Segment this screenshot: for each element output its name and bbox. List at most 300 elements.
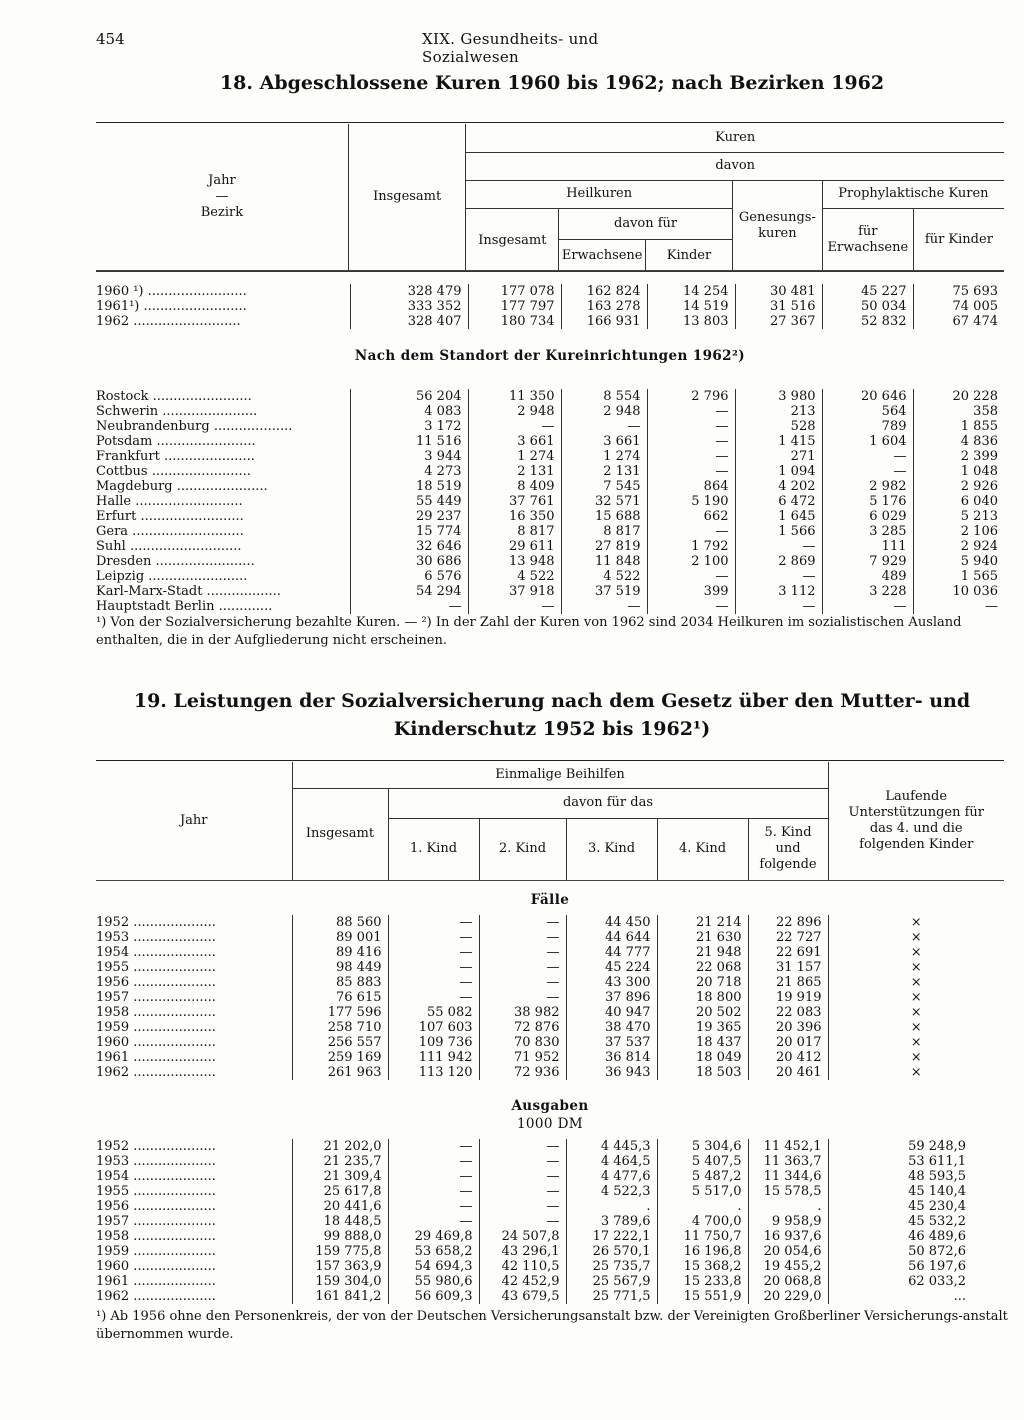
cell-value: —: [735, 539, 822, 554]
cell-value: 98 449: [292, 960, 388, 975]
cell-value: 52 832: [822, 314, 913, 329]
table-row: [96, 449, 1004, 464]
cell-value: 37 918: [468, 584, 561, 599]
table-row: [96, 960, 1004, 975]
cell-value: 20 646: [822, 389, 913, 404]
cell-value: 166 931: [561, 314, 647, 329]
table18-years: [96, 284, 1004, 329]
row-label: 1958 ....................: [96, 1229, 216, 1244]
table-row: [96, 1199, 1004, 1214]
cell-value: 30 686: [350, 554, 468, 569]
table18-header-heilkuren: Heilkuren: [466, 180, 732, 208]
cell-value: 59 248,9: [828, 1139, 1004, 1154]
cell-value: 113 120: [388, 1065, 479, 1080]
cell-value: ×: [828, 1035, 1004, 1050]
cell-value: 11 452,1: [748, 1139, 828, 1154]
table18-header-davon-fuer: davon für: [559, 209, 732, 240]
table-row: [96, 1020, 1004, 1035]
cell-value: 74 005: [913, 299, 1004, 314]
cell-value: 1 645: [735, 509, 822, 524]
table19-ausgaben-unit: 1000 DM: [516, 1116, 584, 1132]
cell-value: 48 593,5: [828, 1169, 1004, 1184]
table-row: [96, 539, 1004, 554]
table18-header-jahr-bezirk: Jahr — Bezirk: [96, 124, 348, 271]
cell-value: 6 029: [822, 509, 913, 524]
cell-value: 111 942: [388, 1050, 479, 1065]
cell-value: 20 718: [657, 975, 748, 990]
table-row: [96, 554, 1004, 569]
cell-value: 45 140,4: [828, 1184, 1004, 1199]
row-label: 1961 ....................: [96, 1050, 216, 1065]
cell-value: 157 363,9: [292, 1259, 388, 1274]
cell-value: 13 948: [468, 554, 561, 569]
cell-value: 4 464,5: [566, 1154, 657, 1169]
cell-value: 3 980: [735, 389, 822, 404]
cell-value: 67 474: [913, 314, 1004, 329]
table-row: [96, 975, 1004, 990]
table18-header-heil-insgesamt: Insgesamt: [466, 208, 559, 271]
row-label: 1954 ....................: [96, 945, 216, 960]
row-label: Gera ...........................: [96, 524, 244, 539]
cell-value: 11 344,6: [748, 1169, 828, 1184]
table19-ausgaben-title: Ausgaben: [511, 1098, 589, 1114]
cell-value: ×: [828, 960, 1004, 975]
cell-value: 358: [913, 404, 1004, 419]
row-label: 1960 ....................: [96, 1035, 216, 1050]
cell-value: 89 001: [292, 930, 388, 945]
cell-value: —: [561, 419, 647, 434]
cell-value: 85 883: [292, 975, 388, 990]
cell-value: 43 296,1: [479, 1244, 566, 1259]
row-label: 1959 ....................: [96, 1244, 216, 1259]
cell-value: 25 771,5: [566, 1289, 657, 1304]
cell-value: 27 367: [735, 314, 822, 329]
cell-value: 180 734: [468, 314, 561, 329]
cell-value: 44 777: [566, 945, 657, 960]
table-row: [96, 299, 1004, 314]
cell-value: 213: [735, 404, 822, 419]
table19-header-einmalige: Einmalige Beihilfen: [292, 762, 828, 788]
cell-value: 55 980,6: [388, 1274, 479, 1289]
cell-value: 14 519: [647, 299, 735, 314]
row-label: Erfurt .........................: [96, 509, 244, 524]
cell-value: 258 710: [292, 1020, 388, 1035]
row-label: 1960 ¹) ........................: [96, 284, 247, 299]
cell-value: 16 350: [468, 509, 561, 524]
cell-value: 45 230,4: [828, 1199, 1004, 1214]
table18-footnote: ¹) Von der Sozialversicherung bezahlte Kuren. — ²) In der Zahl der Kuren von 1962 sind 2034 Heilkuren im sozialistischen Ausland enthalten, die in der Aufgliederung nicht erscheinen.: [96, 615, 962, 648]
cell-value: 2 796: [647, 389, 735, 404]
cell-value: 2 926: [913, 479, 1004, 494]
cell-value: 2 982: [822, 479, 913, 494]
cell-value: 32 646: [350, 539, 468, 554]
row-label: 1953 ....................: [96, 1154, 216, 1169]
cell-value: 177 596: [292, 1005, 388, 1020]
cell-value: —: [479, 975, 566, 990]
table-row: [96, 494, 1004, 509]
cell-value: 399: [647, 584, 735, 599]
cell-value: 162 824: [561, 284, 647, 299]
cell-value: ×: [828, 975, 1004, 990]
cell-value: 18 800: [657, 990, 748, 1005]
cell-value: 3 112: [735, 584, 822, 599]
cell-value: 15 688: [561, 509, 647, 524]
table-row: [96, 990, 1004, 1005]
row-label: 1956 ....................: [96, 1199, 216, 1214]
cell-value: 55 449: [350, 494, 468, 509]
cell-value: 177 078: [468, 284, 561, 299]
cell-value: 3 228: [822, 584, 913, 599]
cell-value: 5 304,6: [657, 1139, 748, 1154]
cell-value: ×: [828, 945, 1004, 960]
row-label: 1962 ..........................: [96, 314, 241, 329]
cell-value: 45 532,2: [828, 1214, 1004, 1229]
row-label: Magdeburg ......................: [96, 479, 268, 494]
row-label: 1953 ....................: [96, 930, 216, 945]
table18-districts: [96, 389, 1004, 614]
cell-value: 261 963: [292, 1065, 388, 1080]
cell-value: 15 233,8: [657, 1274, 748, 1289]
cell-value: 7 545: [561, 479, 647, 494]
cell-value: 21 865: [748, 975, 828, 990]
table-row: [96, 1139, 1004, 1154]
cell-value: 4 700,0: [657, 1214, 748, 1229]
cell-value: 56 204: [350, 389, 468, 404]
cell-value: —: [735, 599, 822, 614]
table18-header-genesungskuren: Genesungs-kuren: [732, 180, 822, 271]
cell-value: 36 814: [566, 1050, 657, 1065]
cell-value: 25 617,8: [292, 1184, 388, 1199]
cell-value: 8 554: [561, 389, 647, 404]
cell-value: 72 936: [479, 1065, 566, 1080]
cell-value: 22 068: [657, 960, 748, 975]
cell-value: 9 958,9: [748, 1214, 828, 1229]
table-row: [96, 1005, 1004, 1020]
cell-value: —: [647, 524, 735, 539]
cell-value: 6 040: [913, 494, 1004, 509]
row-label: 1962 ....................: [96, 1065, 216, 1080]
cell-value: —: [647, 404, 735, 419]
cell-value: 1 415: [735, 434, 822, 449]
cell-value: —: [388, 1184, 479, 1199]
cell-value: —: [913, 599, 1004, 614]
cell-value: 16 196,8: [657, 1244, 748, 1259]
cell-value: 50 034: [822, 299, 913, 314]
cell-value: 5 213: [913, 509, 1004, 524]
cell-value: 37 761: [468, 494, 561, 509]
cell-value: 43 679,5: [479, 1289, 566, 1304]
cell-value: 44 450: [566, 915, 657, 930]
cell-value: —: [479, 1154, 566, 1169]
table-row: [96, 434, 1004, 449]
cell-value: 1 048: [913, 464, 1004, 479]
cell-value: —: [388, 990, 479, 1005]
cell-value: 29 469,8: [388, 1229, 479, 1244]
table-row: [96, 479, 1004, 494]
cell-value: 89 416: [292, 945, 388, 960]
row-label: 1962 ....................: [96, 1289, 216, 1304]
cell-value: 2 869: [735, 554, 822, 569]
cell-value: —: [479, 945, 566, 960]
cell-value: 5 517,0: [657, 1184, 748, 1199]
cell-value: 15 551,9: [657, 1289, 748, 1304]
cell-value: 328 407: [350, 314, 468, 329]
table18-header-insgesamt: Insgesamt: [348, 124, 466, 271]
cell-value: 45 224: [566, 960, 657, 975]
cell-value: 20 502: [657, 1005, 748, 1020]
row-label: 1961 ....................: [96, 1274, 216, 1289]
cell-value: 7 929: [822, 554, 913, 569]
cell-value: 2 948: [561, 404, 647, 419]
cell-value: 53 658,2: [388, 1244, 479, 1259]
cell-value: 53 611,1: [828, 1154, 1004, 1169]
table18-header-kinder: Kinder: [666, 247, 712, 263]
cell-value: 1 604: [822, 434, 913, 449]
cell-value: —: [479, 930, 566, 945]
cell-value: 20 461: [748, 1065, 828, 1080]
row-label: 1955 ....................: [96, 1184, 216, 1199]
cell-value: 271: [735, 449, 822, 464]
cell-value: —: [468, 419, 561, 434]
cell-value: 11 363,7: [748, 1154, 828, 1169]
cell-value: 10 036: [913, 584, 1004, 599]
table-row: [96, 314, 1004, 329]
row-label: Cottbus ........................: [96, 464, 251, 479]
row-label: Halle ..........................: [96, 494, 243, 509]
cell-value: 20 054,6: [748, 1244, 828, 1259]
cell-value: 18 519: [350, 479, 468, 494]
cell-value: 75 693: [913, 284, 1004, 299]
cell-value: —: [647, 599, 735, 614]
cell-value: 56 197,6: [828, 1259, 1004, 1274]
table19-header-kind4: 4. Kind: [657, 818, 748, 880]
table18-header-erwachsene: Erwachsene: [559, 240, 646, 271]
cell-value: 62 033,2: [828, 1274, 1004, 1289]
cell-value: 55 082: [388, 1005, 479, 1020]
cell-value: 14 254: [647, 284, 735, 299]
cell-value: 21 202,0: [292, 1139, 388, 1154]
table-row: [96, 1214, 1004, 1229]
cell-value: 2 106: [913, 524, 1004, 539]
cell-value: 70 830: [479, 1035, 566, 1050]
cell-value: 31 157: [748, 960, 828, 975]
cell-value: 5 190: [647, 494, 735, 509]
cell-value: —: [479, 915, 566, 930]
table19-header-bottom-rule: [96, 880, 1004, 881]
table-row: [96, 584, 1004, 599]
cell-value: 489: [822, 569, 913, 584]
cell-value: 5 940: [913, 554, 1004, 569]
cell-value: —: [388, 915, 479, 930]
cell-value: 4 522: [561, 569, 647, 584]
cell-value: .: [748, 1199, 828, 1214]
cell-value: 42 452,9: [479, 1274, 566, 1289]
table-row: [96, 389, 1004, 404]
cell-value: 111: [822, 539, 913, 554]
running-title: XIX. Gesundheits- und Sozialwesen: [422, 30, 599, 66]
cell-value: 42 110,5: [479, 1259, 566, 1274]
cell-value: 37 896: [566, 990, 657, 1005]
cell-value: —: [388, 1199, 479, 1214]
cell-value: 4 273: [350, 464, 468, 479]
cell-value: 72 876: [479, 1020, 566, 1035]
cell-value: —: [350, 599, 468, 614]
cell-value: 11 516: [350, 434, 468, 449]
table19-header-kind2: 2. Kind: [479, 818, 566, 880]
table-row: [96, 1244, 1004, 1259]
cell-value: 11 350: [468, 389, 561, 404]
row-label: 1952 ....................: [96, 1139, 216, 1154]
row-label: Leipzig ........................: [96, 569, 248, 584]
table18-section-title: Nach dem Standort der Kureinrichtungen 1962²): [354, 348, 746, 364]
row-label: Neubrandenburg ...................: [96, 419, 293, 434]
table19-header-jahr: Jahr: [96, 762, 292, 880]
cell-value: 38 982: [479, 1005, 566, 1020]
cell-value: 21 309,4: [292, 1169, 388, 1184]
cell-value: —: [468, 599, 561, 614]
cell-value: 22 083: [748, 1005, 828, 1020]
cell-value: 4 445,3: [566, 1139, 657, 1154]
cell-value: —: [647, 434, 735, 449]
cell-value: 4 836: [913, 434, 1004, 449]
table19-header-kind3: 3. Kind: [566, 818, 657, 880]
cell-value: ×: [828, 915, 1004, 930]
table19-header-insgesamt: Insgesamt: [292, 788, 388, 880]
cell-value: 19 919: [748, 990, 828, 1005]
cell-value: 4 202: [735, 479, 822, 494]
table-row: [96, 524, 1004, 539]
cell-value: 26 570,1: [566, 1244, 657, 1259]
table-row: [96, 915, 1004, 930]
cell-value: 11 848: [561, 554, 647, 569]
cell-value: 20 412: [748, 1050, 828, 1065]
cell-value: 4 522: [468, 569, 561, 584]
cell-value: ×: [828, 1020, 1004, 1035]
cell-value: 789: [822, 419, 913, 434]
cell-value: 159 304,0: [292, 1274, 388, 1289]
table-row: [96, 1035, 1004, 1050]
cell-value: 20 396: [748, 1020, 828, 1035]
cell-value: 45 227: [822, 284, 913, 299]
cell-value: 1 094: [735, 464, 822, 479]
cell-value: —: [388, 1154, 479, 1169]
cell-value: 177 797: [468, 299, 561, 314]
cell-value: —: [388, 930, 479, 945]
row-label: Frankfurt ......................: [96, 449, 255, 464]
cell-value: 76 615: [292, 990, 388, 1005]
cell-value: 259 169: [292, 1050, 388, 1065]
cell-value: 256 557: [292, 1035, 388, 1050]
cell-value: 16 937,6: [748, 1229, 828, 1244]
cell-value: —: [647, 464, 735, 479]
table19-title-line2: Kinderschutz 1952 bis 1962¹): [393, 718, 711, 740]
row-label: Hauptstadt Berlin .............: [96, 599, 273, 614]
table19-faelle: [96, 915, 1004, 1080]
cell-value: 13 803: [647, 314, 735, 329]
cell-value: 88 560: [292, 915, 388, 930]
cell-value: 36 943: [566, 1065, 657, 1080]
cell-value: 2 399: [913, 449, 1004, 464]
cell-value: —: [647, 569, 735, 584]
cell-value: 37 537: [566, 1035, 657, 1050]
cell-value: 44 644: [566, 930, 657, 945]
cell-value: 1 792: [647, 539, 735, 554]
row-label: 1959 ....................: [96, 1020, 216, 1035]
cell-value: 6 472: [735, 494, 822, 509]
cell-value: 56 609,3: [388, 1289, 479, 1304]
cell-value: 18 437: [657, 1035, 748, 1050]
row-label: Suhl ...........................: [96, 539, 242, 554]
cell-value: 2 948: [468, 404, 561, 419]
table-row: [96, 1289, 1004, 1304]
cell-value: 161 841,2: [292, 1289, 388, 1304]
cell-value: —: [479, 990, 566, 1005]
cell-value: —: [388, 1169, 479, 1184]
row-label: 1960 ....................: [96, 1259, 216, 1274]
row-label: 1954 ....................: [96, 1169, 216, 1184]
cell-value: 24 507,8: [479, 1229, 566, 1244]
table-row: [96, 930, 1004, 945]
cell-value: 29 237: [350, 509, 468, 524]
cell-value: 22 896: [748, 915, 828, 930]
table-row: [96, 569, 1004, 584]
cell-value: 25 735,7: [566, 1259, 657, 1274]
cell-value: —: [388, 975, 479, 990]
cell-value: 163 278: [561, 299, 647, 314]
cell-value: 2 924: [913, 539, 1004, 554]
table18-header-fuer-erwachsene: für Erwachsene: [822, 208, 913, 271]
cell-value: —: [479, 960, 566, 975]
cell-value: 21 630: [657, 930, 748, 945]
cell-value: 20 441,6: [292, 1199, 388, 1214]
table18-header-prophylaktische: Prophylaktische Kuren: [822, 180, 1004, 208]
row-label: 1958 ....................: [96, 1005, 216, 1020]
cell-value: 1 565: [913, 569, 1004, 584]
cell-value: 43 300: [566, 975, 657, 990]
table-row: [96, 1154, 1004, 1169]
table-row: [96, 599, 1004, 614]
table18-header: [96, 124, 1004, 272]
cell-value: —: [822, 449, 913, 464]
cell-value: 8 817: [561, 524, 647, 539]
cell-value: 4 083: [350, 404, 468, 419]
cell-value: 3 172: [350, 419, 468, 434]
cell-value: 25 567,9: [566, 1274, 657, 1289]
table18-top-rule: [96, 122, 1004, 123]
cell-value: 107 603: [388, 1020, 479, 1035]
row-label: 1961¹) .........................: [96, 299, 247, 314]
cell-value: 31 516: [735, 299, 822, 314]
cell-value: 328 479: [350, 284, 468, 299]
cell-value: 5 176: [822, 494, 913, 509]
table18-header-fuer-kinder: für Kinder: [913, 208, 1004, 271]
cell-value: 29 611: [468, 539, 561, 554]
cell-value: 99 888,0: [292, 1229, 388, 1244]
table-row: [96, 1229, 1004, 1244]
cell-value: —: [479, 1184, 566, 1199]
cell-value: —: [479, 1199, 566, 1214]
cell-value: 2 100: [647, 554, 735, 569]
cell-value: —: [479, 1139, 566, 1154]
row-label: Schwerin .......................: [96, 404, 258, 419]
cell-value: 18 049: [657, 1050, 748, 1065]
cell-value: ×: [828, 1050, 1004, 1065]
table19-top-rule: [96, 760, 1004, 761]
cell-value: 5 487,2: [657, 1169, 748, 1184]
cell-value: 159 775,8: [292, 1244, 388, 1259]
row-label: 1956 ....................: [96, 975, 216, 990]
cell-value: 8 817: [468, 524, 561, 539]
